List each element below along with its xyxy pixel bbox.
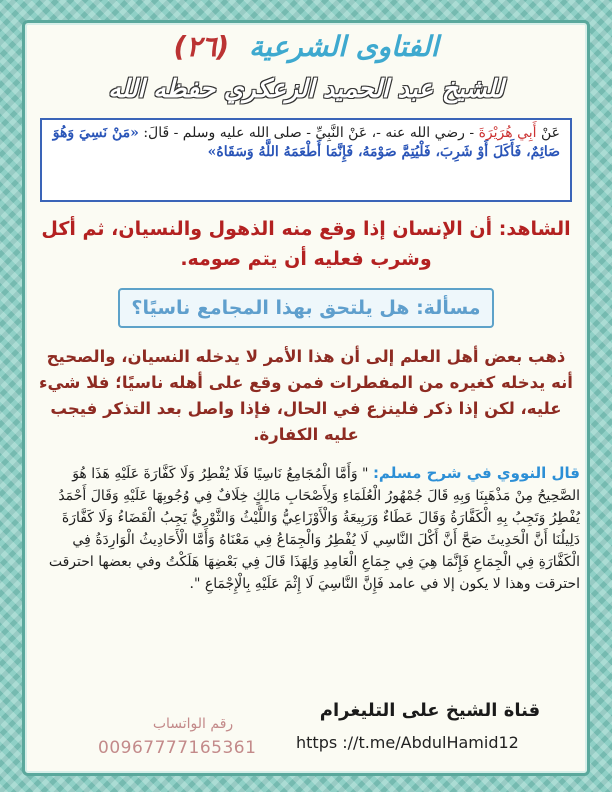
whatsapp-label: رقم الواتساب [152,716,234,732]
hadith-narrator: أَبِي هُرَيْرَةَ [478,125,537,141]
author-subtitle: للشيخ عبد الحميد الزعكري حفظه الله [108,74,504,103]
question-text: مسألة: هل يلتحق بهذا المجامع ناسيًا؟ [131,297,481,319]
telegram-link[interactable]: https ://t.me/AbdulHamid12 [296,733,519,752]
shahid-statement: الشاهد: أن الإنسان إذا وقع منه الذهول والنسيان، ثم أكل وشرب فعليه أن يتم صومه. [41,218,571,270]
question-box [118,288,494,328]
nawawi-lead: قال النووي في شرح مسلم: [372,464,580,482]
nawawi-quote [32,462,580,595]
page-title [60,30,552,63]
fatwa-number: (٢٦) [173,30,230,63]
hadith-middle: - رضي الله عنه -، عَنْ النَّبِيِّ - صلى الله عليه وسلم - قَالَ: [143,125,475,141]
hadith-prefix: عَنْ [540,125,560,141]
phone-number: 00967777165361 [98,738,257,758]
telegram-channel-label: قناة الشيخ على التليغرام [319,700,541,721]
hadith-quote: «مَنْ نَسِيَ وَهُوَ صَائِمٌ، فَأَكَلَ أَوْ شَرِبَ، فَلْيُتِمَّ صَوْمَهُ، فَإِنَّمَا أَطْعَمَهُ اللَّهُ وَسَقَاهُ» [52,125,560,160]
nawawi-text: " وَأَمَّا الْمُجَامِعُ نَاسِيًا فَلَا يُفْطِرُ وَلَا كَفَّارَةَ عَلَيْهِ هَذَا هُوَ الصَّحِيحُ مِنْ مَذْهَبِنَا وَبِهِ قَالَ جُمْهُورُ الْعُلَمَاءِ وَلِأَصْحَابِ مَالِكٍ خِلَافٌ فِي وُجُوبِهَا عَلَيْهِ وَقَالَ أَحْمَدُ يُفْطِرُ وَتَجِبُ بِهِ الْكَفَّارَةُ وَقَالَ عَطَاءٌ وَرَبِيعَةُ وَالْأَوْزَاعِيُّ وَاللَّيْثُ وَالثَّوْرِيُّ يَجِبُ الْقَضَاءُ وَلَا كَفَّارَةَ دَلِيلُنَا أَنَّ الْحَدِيثَ صَحَّ أَنَّ أَكْلَ النَّاسِي لَا يُفْطِرُ وَالْجِمَاعُ فِي مَعْنَاهُ وَأَمَّا الْأَحَادِيثُ الْوَارِدَةُ فِي الْكَفَّارَةِ فِي الْجِمَاعِ فَإِنَّمَا هِيَ فِي جِمَاعِ الْعَامِدِ وَلِهَذَا قَالَ فِي بَعْضِهَا هَلَكْتُ وفي بعضها احترقت احترقت وهذا لا يكون إلا في عامد فَإِنَّ النَّاسِيَ لَا إِثْمَ عَلَيْهِ بِالْإِجْمَاعِ ". [48,466,580,592]
answer-paragraph: ذهب بعض أهل العلم إلى أن هذا الأمر لا يدخله النسيان، والصحيح أنه يدخله كغيره من المفطرات فمن وقع على أهله ناسيًا؛ فلا شيء عليه، لكن إذا ذكر فلينزع في الحال، فإذا واصل بعد التذكر فيجب عليه الكفارة. [39,347,573,444]
hadith-box [40,118,572,202]
title-text: الفتاوى الشرعية [248,30,439,63]
